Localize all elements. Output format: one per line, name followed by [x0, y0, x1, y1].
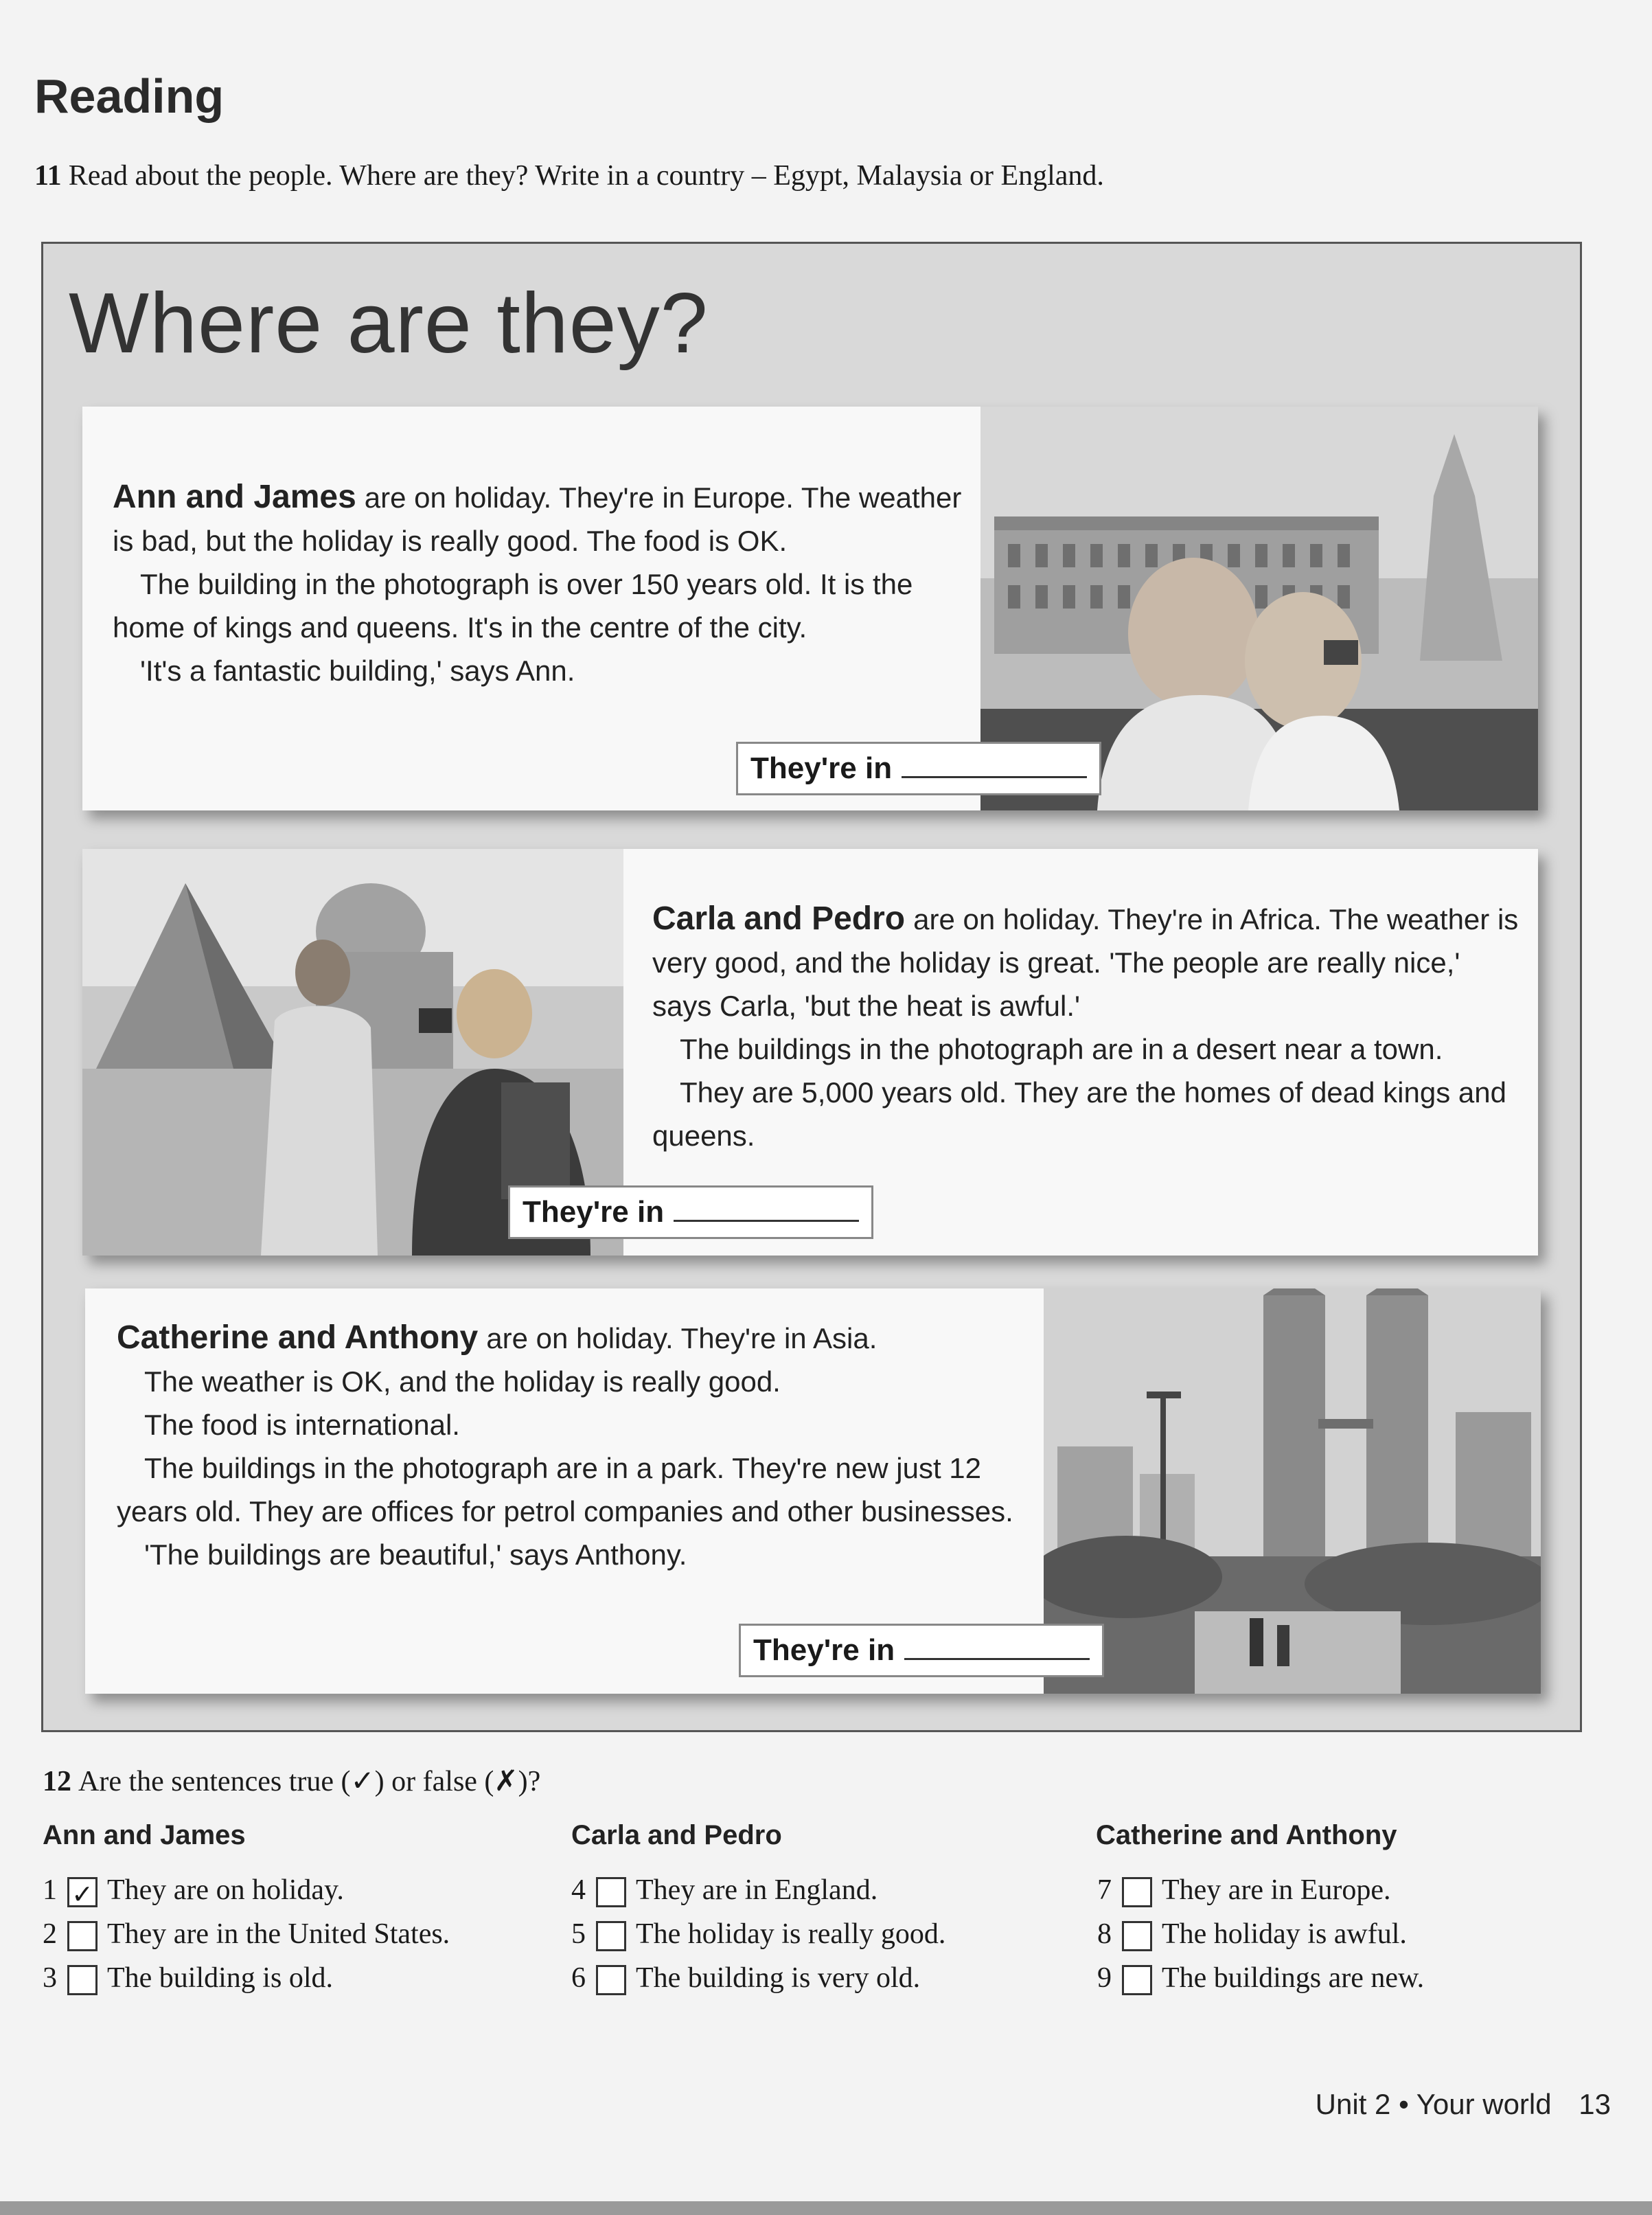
- card-paragraph: The building in the photograph is over 150 years old. It is the home of kings and queens. It's in the centre of the city.: [113, 568, 913, 644]
- item-text: The building is old.: [107, 1962, 333, 1994]
- answer-label: They're in: [753, 1633, 895, 1667]
- true-false-item: [1097, 1915, 1407, 1953]
- answer-blank[interactable]: [904, 1635, 1090, 1660]
- item-text: The holiday is awful.: [1162, 1918, 1407, 1950]
- item-text: The building is very old.: [636, 1962, 921, 1994]
- checkbox[interactable]: ✓: [67, 1877, 97, 1907]
- exercise-12-instruction: [43, 1764, 540, 1798]
- exercise-number: 12: [43, 1766, 71, 1797]
- page-edge-bar: [0, 2201, 1652, 2215]
- checkbox[interactable]: [1122, 1921, 1152, 1951]
- checkbox[interactable]: [596, 1965, 626, 1995]
- card-paragraph: are on holiday. They're in Africa. The weather is very good, and the holiday is great. 'The people are really nice,' says Carla, 'but the heat is awful.': [652, 903, 1519, 1022]
- answer-field-2[interactable]: [508, 1185, 873, 1239]
- item-number: 2: [43, 1918, 57, 1950]
- card-names: Ann and James: [113, 479, 356, 515]
- item-number: 8: [1097, 1918, 1112, 1950]
- card-text: [652, 897, 1524, 1157]
- true-false-item: [43, 1871, 344, 1909]
- item-text: The holiday is really good.: [636, 1918, 946, 1950]
- card-text: [113, 475, 978, 692]
- checkbox[interactable]: [596, 1877, 626, 1907]
- item-number: 3: [43, 1962, 57, 1994]
- card-paragraph: The buildings in the photograph are in a park. They're new just 12 years old. They are offices for petrol companies and other businesses.: [117, 1452, 1013, 1527]
- page-number: 13: [1579, 2088, 1611, 2120]
- card-paragraph: are on holiday. They're in Asia.: [486, 1322, 877, 1354]
- true-false-item: [1097, 1871, 1391, 1909]
- checkbox[interactable]: [67, 1921, 97, 1951]
- section-title: Reading: [34, 69, 225, 123]
- checkbox[interactable]: [1122, 1965, 1152, 1995]
- footer-bullet: •: [1399, 2088, 1409, 2120]
- true-false-item: [571, 1915, 945, 1953]
- card-text: [117, 1316, 1030, 1576]
- answer-blank[interactable]: [902, 753, 1087, 778]
- item-number: 9: [1097, 1962, 1112, 1994]
- true-false-item: [571, 1959, 920, 1997]
- item-text: They are in England.: [636, 1874, 878, 1906]
- item-number: 4: [571, 1874, 586, 1906]
- answer-label: They're in: [750, 751, 893, 785]
- true-false-item: [43, 1915, 450, 1953]
- item-text: They are in Europe.: [1162, 1874, 1391, 1906]
- answer-label: They're in: [523, 1195, 665, 1229]
- checkbox[interactable]: [1122, 1877, 1152, 1907]
- card-paragraph: They are 5,000 years old. They are the homes of dead kings and queens.: [652, 1076, 1506, 1152]
- item-number: 6: [571, 1962, 586, 1994]
- group-heading-ann-james: Ann and James: [43, 1820, 246, 1850]
- card-paragraph: The weather is OK, and the holiday is really good.: [144, 1365, 781, 1398]
- item-number: 7: [1097, 1874, 1112, 1906]
- article-title: Where are they?: [69, 276, 709, 371]
- towers-photo: [1044, 1288, 1541, 1694]
- card-quote: 'The buildings are beautiful,' says Anthony.: [144, 1538, 687, 1571]
- unit-label: Unit 2: [1315, 2088, 1391, 2120]
- article-card-carla-pedro: [82, 849, 1538, 1256]
- item-number: 5: [571, 1918, 586, 1950]
- item-text: They are in the United States.: [107, 1918, 450, 1950]
- answer-field-1[interactable]: [736, 742, 1101, 795]
- instruction-text: Are the sentences true (✓) or false (✗)?: [78, 1766, 541, 1797]
- page-footer: [1316, 2088, 1611, 2121]
- unit-title: Your world: [1416, 2088, 1552, 2120]
- answer-blank[interactable]: [674, 1196, 859, 1222]
- answer-field-3[interactable]: [739, 1624, 1104, 1677]
- true-false-item: [43, 1959, 333, 1997]
- instruction-text: Read about the people. Where are they? Write in a country – Egypt, Malaysia or England.: [68, 160, 1104, 192]
- card-paragraph: The food is international.: [144, 1409, 460, 1441]
- item-number: 1: [43, 1874, 57, 1906]
- checkbox[interactable]: [596, 1921, 626, 1951]
- card-names: Catherine and Anthony: [117, 1319, 479, 1356]
- group-heading-carla-pedro: Carla and Pedro: [571, 1820, 782, 1850]
- card-paragraph: are on holiday. They're in Europe. The weather is bad, but the holiday is really good. The food is OK.: [113, 481, 962, 557]
- exercise-number: 11: [34, 160, 62, 192]
- article-card-catherine-anthony: [85, 1288, 1541, 1694]
- item-text: They are on holiday.: [107, 1874, 344, 1906]
- card-paragraph: The buildings in the photograph are in a desert near a town.: [680, 1033, 1443, 1065]
- exercise-11-instruction: [34, 159, 1104, 192]
- true-false-item: [1097, 1959, 1424, 1997]
- card-names: Carla and Pedro: [652, 900, 906, 937]
- card-quote: 'It's a fantastic building,' says Ann.: [140, 655, 575, 687]
- true-false-item: [571, 1871, 877, 1909]
- item-text: The buildings are new.: [1162, 1962, 1425, 1994]
- group-heading-catherine-anthony: Catherine and Anthony: [1096, 1820, 1397, 1850]
- article-card-ann-james: [82, 407, 1538, 810]
- checkbox[interactable]: [67, 1965, 97, 1995]
